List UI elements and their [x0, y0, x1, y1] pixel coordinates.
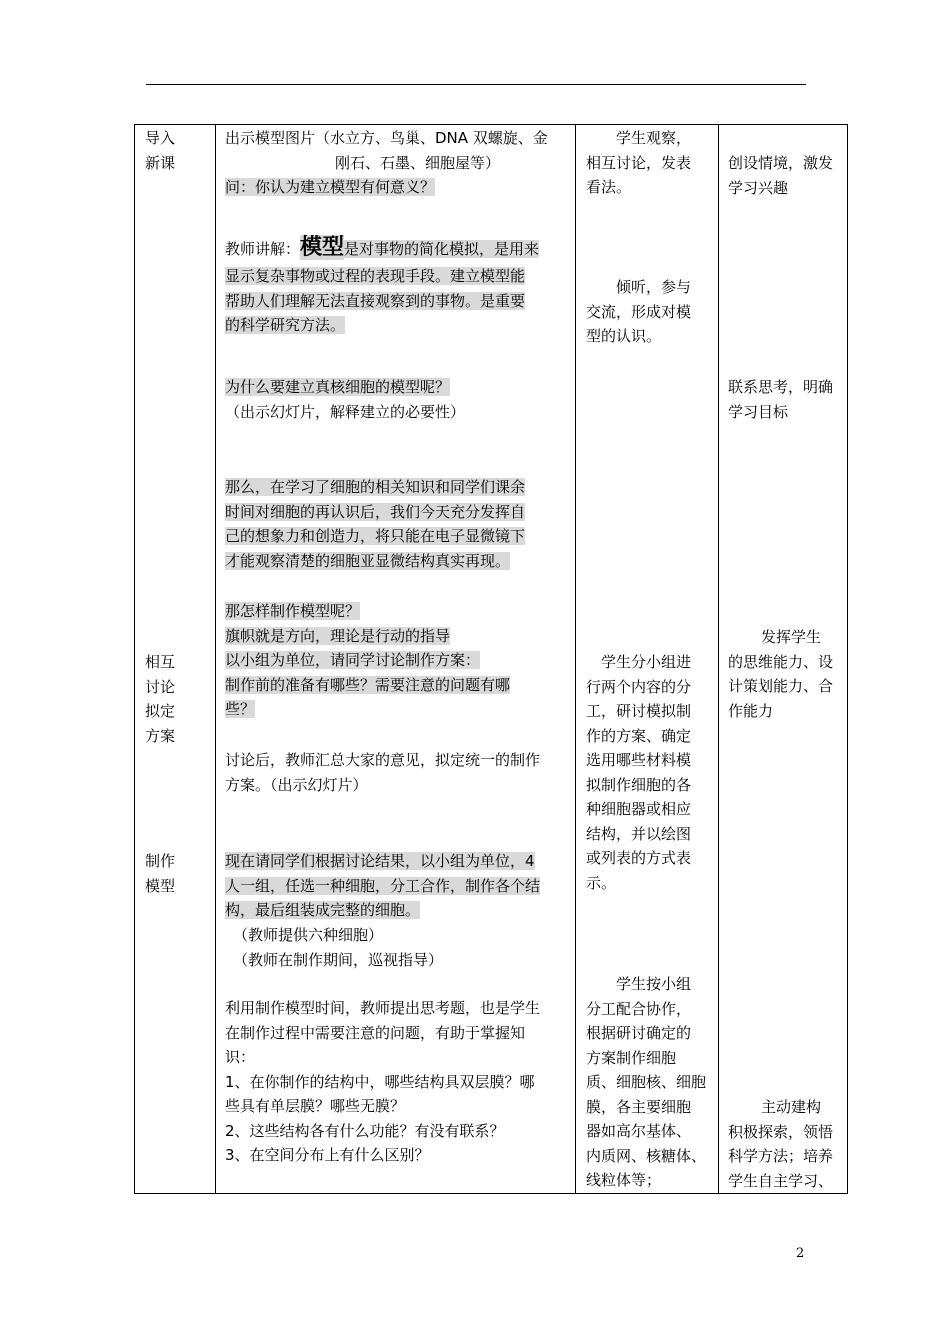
stage-intro: 导入 新课 [145, 129, 176, 172]
teacher-guide-block: （教师提供六种细胞） （教师在制作期间，巡视指导） [233, 926, 444, 969]
intent-ability-block: 发挥学生 的思维能力、设 计策划能力、合 作能力 [728, 628, 834, 720]
teacher-make-block: 现在请同学们根据讨论结果，以小组为单位，4 人一组，任选一种细胞，分工合作，制作各个结 构，最后组装成完整的细胞。 [225, 852, 541, 919]
teacher-explain-block: 教师讲解：模型是对事物的简化模拟，是用来 显示复杂事物或过程的表现手段。建立模型能 帮助人们理解无法直接观察到的事物。是重要 的科学研究方法。 [225, 235, 540, 334]
student-listen-block: 倾听，参与 交流，形成对模 型的认识。 [586, 278, 692, 345]
stage-discuss: 相互 讨论 拟定 方案 [145, 653, 176, 745]
student-observe-block: 学生观察， 相互讨论，发表 看法。 [586, 129, 692, 196]
teacher-intro-block: 出示模型图片（水立方、鸟巢、DNA 双螺旋、金 刚石、石墨、细胞屋等） 问：你认为建立模型有何意义？ [225, 129, 548, 196]
student-group-block: 学生分小组进 行两个内容的分 工，研讨模拟制 作的方案、确定 选用哪些材料模 拟制作细胞的各 种细胞器或相应 结构，并以绘图 或列表的方式表 示。 [586, 653, 692, 892]
lesson-table [134, 124, 848, 1194]
intent-goal-block: 联系思考，明确 学习目标 [728, 378, 834, 421]
teacher-why-block: 为什么要建立真核细胞的模型呢？ （出示幻灯片，解释建立的必要性） [225, 378, 466, 421]
teacher-questions-block: 利用制作模型时间，教师提出思考题，也是学生 在制作过程中需要注意的问题，有助于掌握知 识： 1、在你制作的结构中，哪些结构具双层膜？哪 些具有单层膜？哪些无膜？ 2、这些结构各有什么功能？有没有联系？ 3、在空间分布上有什么区别？ [225, 999, 541, 1164]
page-number: 2 [796, 1246, 805, 1261]
teacher-motivation-block: 那么，在学习了细胞的相关知识和同学们课余 时间对细胞的再认识后，我们今天充分发挥自 己的想象力和创造力，将只能在电子显微镜下 才能观察清楚的细胞亚显微结构真实再现。 [225, 478, 526, 570]
stage-make: 制作 模型 [145, 852, 176, 895]
teacher-discuss-block: 那怎样制作模型呢？ 旗帜就是方向，理论是行动的指导 以小组为单位，请同学讨论制作方案： 制作前的准备有哪些？需要注意的问题有哪 些？ [225, 602, 511, 718]
intent-explore-block: 主动建构 积极探索，领悟 科学方法；培养 学生自主学习、 [728, 1098, 834, 1190]
column-divider [575, 125, 576, 1193]
student-make-block: 学生按小组 分工配合协作， 根据研讨确定的 方案制作细胞 质、细胞核、细胞 膜，各主要细胞 器如高尔基体、 内质网、核糖体、 线粒体等； [586, 975, 707, 1189]
teacher-summary-block: 讨论后，教师汇总大家的意见，拟定统一的制作 方案。（出示幻灯片） [225, 751, 541, 794]
column-divider [215, 125, 216, 1193]
intent-situation-block: 创设情境，激发 学习兴趣 [728, 154, 834, 197]
column-divider [718, 125, 719, 1193]
header-rule [146, 84, 806, 85]
